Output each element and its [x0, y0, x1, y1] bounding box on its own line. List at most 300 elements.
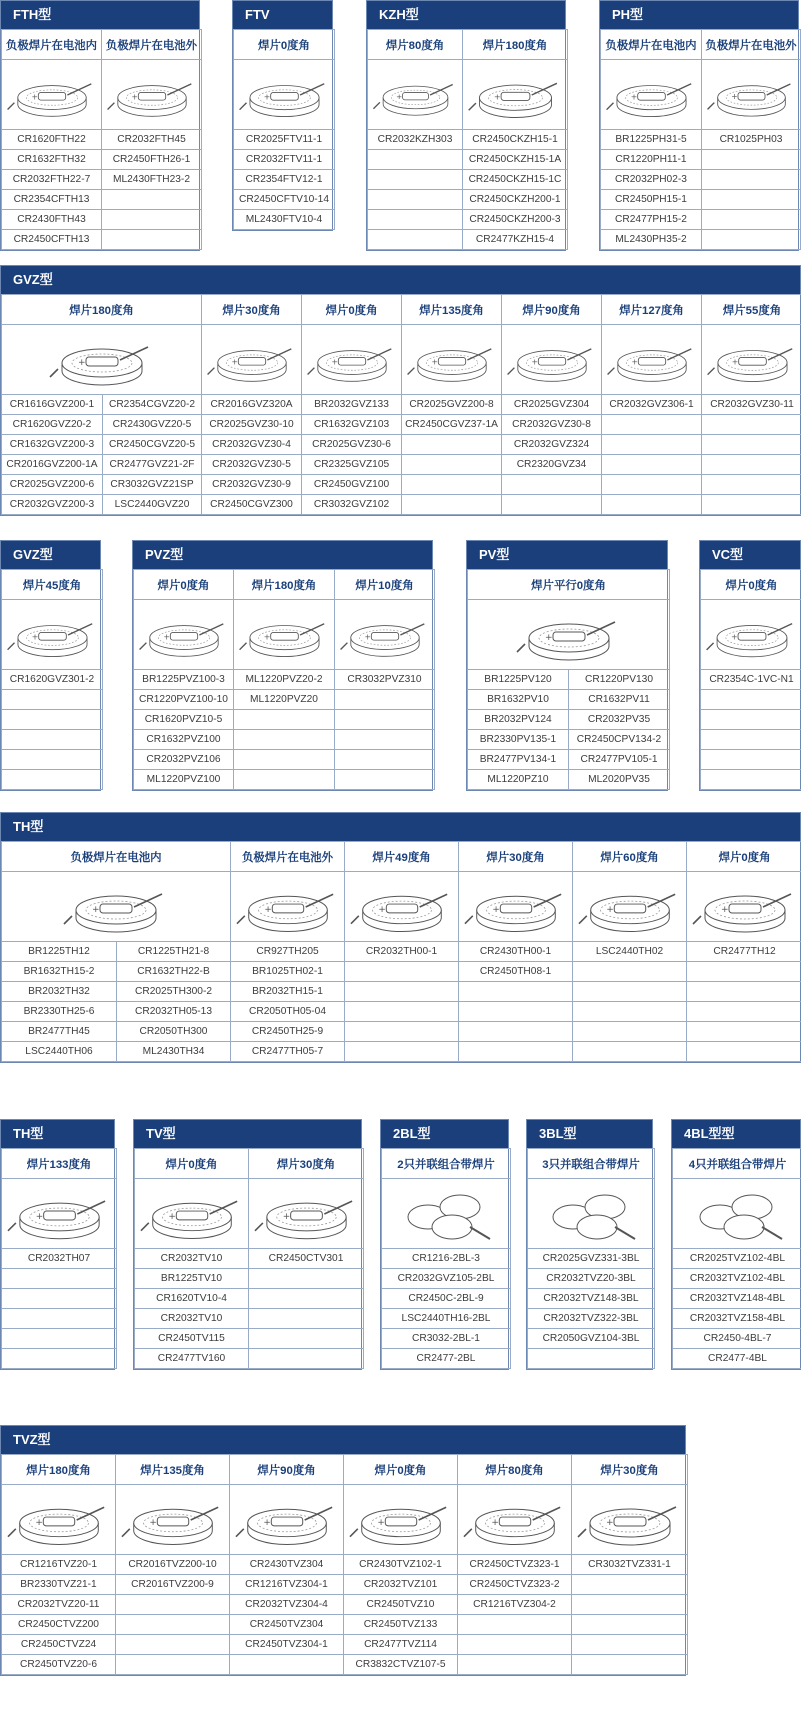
model-cell: LSC2440TH02: [573, 942, 687, 962]
table-row: [601, 170, 801, 190]
model-cell: CR1632TH22-B: [117, 962, 231, 982]
product-image: [231, 872, 345, 942]
model-cell: [2, 1269, 117, 1289]
table-row: [134, 670, 435, 690]
battery-tab-icon: [347, 1489, 455, 1551]
model-cell: [572, 1595, 688, 1615]
product-image: [302, 325, 402, 395]
battery-pack-icon: [536, 1183, 646, 1245]
model-cell: CR2450CGVZ20-5: [103, 435, 202, 455]
model-cell: CR3032PVZ310: [335, 670, 435, 690]
model-cell: ML2430FTV10-4: [234, 210, 335, 230]
model-cell: [701, 750, 801, 770]
model-cell: CR1216TVZ304-2: [458, 1595, 572, 1615]
table-row: [368, 190, 568, 210]
block-title: PV型: [467, 541, 667, 569]
table-row: [382, 1329, 511, 1349]
model-cell: CR2032GVZ30-5: [202, 455, 302, 475]
model-cell: [345, 1022, 459, 1042]
model-cell: CR2032TH07: [2, 1249, 117, 1269]
svg-text:+: +: [605, 904, 614, 915]
table-row: [2, 475, 801, 495]
table-row: [673, 1249, 801, 1269]
model-cell: ML2430TH34: [117, 1042, 231, 1062]
battery-tab-icon: [705, 64, 798, 126]
model-cell: BR2330PV135-1: [468, 730, 569, 750]
model-cell: [402, 475, 502, 495]
battery-tab-icon: [461, 1489, 569, 1551]
sub-header: 负极焊片在电池内: [2, 30, 102, 60]
model-cell: BR1632TH15-2: [2, 962, 117, 982]
block-bl3: [526, 1119, 653, 1370]
product-image: [335, 600, 435, 670]
table-row: [135, 1309, 364, 1329]
product-image: [116, 1485, 230, 1555]
product-image: [2, 60, 102, 130]
model-cell: CR3032-2BL-1: [382, 1329, 511, 1349]
model-cell: CR2450PH15-1: [601, 190, 702, 210]
svg-text:+: +: [30, 91, 38, 101]
model-cell: BR1225TV10: [135, 1269, 249, 1289]
model-cell: [116, 1655, 230, 1675]
model-cell: CR2032TVZ304-4: [230, 1595, 344, 1615]
model-cell: BR1632PV10: [468, 690, 569, 710]
table-row: [701, 690, 801, 710]
model-cell: [234, 710, 335, 730]
model-cell: BR1225TH12: [2, 942, 117, 962]
model-cell: CR2450CTVZ323-1: [458, 1555, 572, 1575]
product-image: [382, 1179, 511, 1249]
model-cell: [368, 190, 463, 210]
model-cell: CR2025TVZ102-4BL: [673, 1249, 801, 1269]
table-row: [468, 670, 670, 690]
model-cell: [459, 982, 573, 1002]
product-image: [135, 1179, 249, 1249]
battery-tab-icon: [233, 1489, 341, 1551]
sub-header: 3只并联组合带焊片: [528, 1149, 655, 1179]
model-cell: CR2032GVZ30-11: [702, 395, 801, 415]
model-cell: CR2354CFTH13: [2, 190, 102, 210]
svg-text:+: +: [493, 91, 501, 101]
table-row: [2, 230, 202, 250]
model-cell: [573, 1022, 687, 1042]
product-image: [701, 600, 801, 670]
model-cell: [345, 962, 459, 982]
svg-text:+: +: [431, 356, 438, 366]
block-kzh: [366, 0, 566, 251]
svg-text:+: +: [263, 631, 270, 641]
battery-tab-icon: [371, 64, 460, 126]
model-cell: [502, 475, 602, 495]
block-th2: [0, 1119, 115, 1370]
model-cell: CR2050TH300: [117, 1022, 231, 1042]
model-cell: CR2450CKZH200-1: [463, 190, 568, 210]
model-cell: [701, 710, 801, 730]
model-cell: [572, 1655, 688, 1675]
model-cell: [335, 730, 435, 750]
battery-tab-icon: [505, 329, 599, 391]
block-vc: [699, 540, 801, 791]
model-cell: LSC2440GVZ20: [103, 495, 202, 515]
model-cell: [702, 475, 801, 495]
sub-header: 焊片平行0度角: [468, 570, 670, 600]
model-cell: [2, 750, 103, 770]
model-cell: BR1225PVZ100-3: [134, 670, 234, 690]
sub-header: 负极焊片在电池内: [2, 842, 231, 872]
model-cell: CR2450TVZ20-6: [2, 1655, 116, 1675]
model-cell: CR1025PH03: [702, 130, 801, 150]
table-row: [134, 730, 435, 750]
block-pv: [466, 540, 668, 791]
model-cell: BR1225PV120: [468, 670, 569, 690]
svg-text:+: +: [77, 357, 86, 368]
block-gvz: [0, 265, 801, 516]
model-cell: CR2450-4BL-7: [673, 1329, 801, 1349]
model-cell: [2, 1329, 117, 1349]
battery-tab-icon: [5, 604, 100, 666]
model-cell: CR2450TVZ133: [344, 1615, 458, 1635]
table-row: [2, 1002, 801, 1022]
model-cell: [2, 1309, 117, 1329]
model-cell: CR2032TV10: [135, 1249, 249, 1269]
model-cell: CR927TH205: [231, 942, 345, 962]
model-cell: [249, 1349, 364, 1369]
sub-header: 焊片90度角: [230, 1455, 344, 1485]
svg-text:+: +: [376, 1517, 385, 1528]
model-cell: [335, 750, 435, 770]
model-cell: CR2450FTH26-1: [102, 150, 202, 170]
battery-tab-icon: [5, 64, 99, 126]
table-row: [468, 690, 670, 710]
sub-header: 焊片55度角: [702, 295, 801, 325]
model-cell: CR2430FTH43: [2, 210, 102, 230]
model-cell: BR1025TH02-1: [231, 962, 345, 982]
table-row: [2, 670, 103, 690]
table-row: [601, 230, 801, 250]
model-cell: [335, 710, 435, 730]
block-tv: [133, 1119, 362, 1370]
model-cell: CR2450CPV134-2: [569, 730, 670, 750]
model-cell: BR2477TH45: [2, 1022, 117, 1042]
table-row: [135, 1329, 364, 1349]
table-row: [2, 1042, 801, 1062]
sub-header: 焊片0度角: [234, 30, 335, 60]
sub-header: 4只并联组合带焊片: [673, 1149, 801, 1179]
model-cell: CR2025GVZ331-3BL: [528, 1249, 655, 1269]
model-cell: [368, 210, 463, 230]
model-cell: CR2450GVZ100: [302, 475, 402, 495]
model-cell: CR2450TVZ304-1: [230, 1635, 344, 1655]
battery-tab-icon: [575, 1489, 685, 1551]
model-cell: [234, 770, 335, 790]
model-cell: CR1620GVZ20-2: [2, 415, 103, 435]
table-row: [2, 150, 202, 170]
battery-pack-icon: [391, 1183, 501, 1245]
model-cell: CR3032GVZ21SP: [103, 475, 202, 495]
sub-header: 焊片180度角: [2, 295, 202, 325]
model-cell: [602, 435, 702, 455]
model-cell: CR1632GVZ200-3: [2, 435, 103, 455]
model-cell: [345, 982, 459, 1002]
table-row: [2, 1615, 688, 1635]
model-cell: LSC2440TH16-2BL: [382, 1309, 511, 1329]
svg-text:+: +: [162, 631, 170, 641]
model-cell: [602, 475, 702, 495]
block-title: TVZ型: [1, 1426, 685, 1454]
svg-text:+: +: [262, 1517, 271, 1528]
model-cell: CR2025GVZ30-6: [302, 435, 402, 455]
model-cell: CR2032PVZ106: [134, 750, 234, 770]
model-cell: CR2025FTV11-1: [234, 130, 335, 150]
model-cell: CR2450CTVZ323-2: [458, 1575, 572, 1595]
model-cell: CR2450CKZH15-1C: [463, 170, 568, 190]
block-title: TV型: [134, 1120, 361, 1148]
model-cell: [687, 982, 801, 1002]
table-row: [2, 395, 801, 415]
sub-header: 焊片80度角: [368, 30, 463, 60]
table-row: [135, 1269, 364, 1289]
model-cell: CR2450CKZH200-3: [463, 210, 568, 230]
sub-header: 焊片30度角: [249, 1149, 364, 1179]
model-cell: [249, 1309, 364, 1329]
model-cell: [402, 455, 502, 475]
model-cell: CR2477TH12: [687, 942, 801, 962]
model-cell: CR2450TH08-1: [459, 962, 573, 982]
model-cell: [572, 1575, 688, 1595]
battery-tab-icon: [604, 64, 699, 126]
table-row: [368, 130, 568, 150]
model-cell: [2, 710, 103, 730]
svg-text:+: +: [544, 632, 553, 643]
block-ph: [599, 0, 799, 251]
model-cell: BR2032PV124: [468, 710, 569, 730]
svg-text:+: +: [395, 91, 402, 101]
sub-header: 焊片127度角: [602, 295, 702, 325]
battery-tab-icon: [690, 876, 800, 938]
sub-header: 焊片180度角: [2, 1455, 116, 1485]
model-cell: CR2032GVZ200-3: [2, 495, 103, 515]
svg-text:+: +: [377, 904, 386, 915]
svg-text:+: +: [531, 356, 538, 366]
model-cell: CR1220PVZ100-10: [134, 690, 234, 710]
model-cell: CR2032PH02-3: [601, 170, 702, 190]
model-cell: CR1620TV10-4: [135, 1289, 249, 1309]
block-bl2: [380, 1119, 509, 1370]
product-image: [502, 325, 602, 395]
model-cell: CR1216TVZ304-1: [230, 1575, 344, 1595]
block-title: GVZ型: [1, 266, 800, 294]
svg-text:+: +: [35, 1211, 43, 1222]
model-cell: [102, 190, 202, 210]
model-cell: BR2477PV134-1: [468, 750, 569, 770]
svg-text:+: +: [730, 91, 738, 101]
product-image: [673, 1179, 801, 1249]
battery-pack-icon: [683, 1183, 793, 1245]
model-cell: CR2450CFTH13: [2, 230, 102, 250]
model-cell: [116, 1615, 230, 1635]
sub-header: 焊片30度角: [572, 1455, 688, 1485]
sub-header: 焊片45度角: [2, 570, 103, 600]
table-row: [382, 1269, 511, 1289]
model-cell: [368, 150, 463, 170]
model-cell: LSC2440TH06: [2, 1042, 117, 1062]
model-cell: CR2354CGVZ20-2: [103, 395, 202, 415]
model-cell: [701, 730, 801, 750]
svg-text:+: +: [731, 356, 738, 366]
model-cell: CR2050TH05-04: [231, 1002, 345, 1022]
svg-text:+: +: [148, 1517, 157, 1528]
model-cell: CR1620FTH22: [2, 130, 102, 150]
sub-header: 负极焊片在电池外: [231, 842, 345, 872]
model-cell: CR2032GVZ306-1: [602, 395, 702, 415]
model-cell: [102, 210, 202, 230]
battery-tab-icon: [47, 329, 157, 391]
model-cell: BR2032TH15-1: [231, 982, 345, 1002]
model-cell: CR2032KZH303: [368, 130, 463, 150]
table-row: [2, 1022, 801, 1042]
block-title: FTV: [233, 1, 332, 29]
model-cell: [702, 170, 801, 190]
model-cell: ML1220PZ10: [468, 770, 569, 790]
product-image: [2, 325, 202, 395]
model-cell: CR2032TVZ148-3BL: [528, 1289, 655, 1309]
block-ftv: [232, 0, 333, 231]
product-image: [2, 1179, 117, 1249]
model-cell: CR2025GVZ304: [502, 395, 602, 415]
sub-header: 焊片0度角: [687, 842, 801, 872]
table-row: [134, 690, 435, 710]
model-cell: CR1620PVZ10-5: [134, 710, 234, 730]
battery-tab-icon: [137, 604, 231, 666]
model-cell: CR1616GVZ200-1: [2, 395, 103, 415]
sub-header: 焊片135度角: [116, 1455, 230, 1485]
table-row: [2, 750, 103, 770]
sub-header: 焊片49度角: [345, 842, 459, 872]
model-cell: [458, 1615, 572, 1635]
table-row: [2, 1309, 117, 1329]
table-row: [368, 230, 568, 250]
svg-text:+: +: [490, 1517, 499, 1528]
model-cell: CR2032FTV11-1: [234, 150, 335, 170]
table-row: [468, 750, 670, 770]
product-image: [528, 1179, 655, 1249]
model-cell: CR2032GVZ324: [502, 435, 602, 455]
model-cell: [572, 1635, 688, 1655]
svg-text:+: +: [363, 631, 371, 641]
table-row: [2, 495, 801, 515]
model-cell: ML2430FTH23-2: [102, 170, 202, 190]
sub-header: 焊片0度角: [701, 570, 801, 600]
product-image: [463, 60, 568, 130]
model-cell: CR2354C-1VC-N1: [701, 670, 801, 690]
svg-text:+: +: [605, 1517, 614, 1528]
battery-tab-icon: [338, 604, 432, 666]
table-row: [528, 1289, 655, 1309]
model-cell: CR2450CGVZ300: [202, 495, 302, 515]
model-cell: BR2330TVZ21-1: [2, 1575, 116, 1595]
table-row: [234, 210, 335, 230]
model-cell: BR2032GVZ133: [302, 395, 402, 415]
model-cell: [335, 770, 435, 790]
model-cell: CR1225TH21-8: [117, 942, 231, 962]
block-gvz2: [0, 540, 101, 791]
model-cell: CR3032TVZ331-1: [572, 1555, 688, 1575]
model-cell: [2, 730, 103, 750]
model-cell: [345, 1042, 459, 1062]
product-image: [368, 60, 463, 130]
model-cell: [602, 415, 702, 435]
model-cell: CR2032GVZ30-9: [202, 475, 302, 495]
model-cell: [230, 1655, 344, 1675]
battery-tab-icon: [252, 1183, 361, 1245]
model-cell: [572, 1615, 688, 1635]
table-row: [528, 1249, 655, 1269]
model-cell: [687, 1002, 801, 1022]
model-cell: [368, 170, 463, 190]
svg-text:+: +: [630, 91, 637, 101]
model-cell: [234, 750, 335, 770]
model-cell: ML1220PVZ20-2: [234, 670, 335, 690]
sub-header: 焊片90度角: [502, 295, 602, 325]
product-image: [2, 1485, 116, 1555]
model-cell: CR1216-2BL-3: [382, 1249, 511, 1269]
battery-tab-icon: [348, 876, 456, 938]
table-row: [134, 770, 435, 790]
sub-header: 焊片60度角: [573, 842, 687, 872]
table-row: [528, 1349, 655, 1369]
svg-text:+: +: [631, 356, 638, 366]
model-cell: CR2320GVZ34: [502, 455, 602, 475]
table-row: [2, 982, 801, 1002]
model-cell: CR2477PH15-2: [601, 210, 702, 230]
block-th: [0, 812, 801, 1063]
battery-tab-icon: [105, 64, 199, 126]
table-row: [2, 210, 202, 230]
model-cell: CR2032GVZ30-8: [502, 415, 602, 435]
table-row: [673, 1269, 801, 1289]
svg-text:+: +: [92, 904, 100, 915]
model-cell: ML1220PVZ20: [234, 690, 335, 710]
model-cell: [602, 455, 702, 475]
table-row: [134, 710, 435, 730]
table-row: [701, 750, 801, 770]
battery-tab-icon: [405, 329, 499, 391]
model-cell: [702, 190, 801, 210]
table-row: [701, 770, 801, 790]
model-cell: CR1620GVZ301-2: [2, 670, 103, 690]
sub-header: 2只并联组合带焊片: [382, 1149, 511, 1179]
model-cell: CR2450CTVZ200: [2, 1615, 116, 1635]
model-cell: CR1632GVZ103: [302, 415, 402, 435]
table-row: [601, 130, 801, 150]
sub-header: 焊片30度角: [459, 842, 573, 872]
product-image: [344, 1485, 458, 1555]
model-cell: CR2032TVZ322-3BL: [528, 1309, 655, 1329]
block-title: PVZ型: [133, 541, 432, 569]
product-image: [202, 325, 302, 395]
battery-tab-icon: [514, 604, 624, 666]
model-cell: BR1225PH31-5: [601, 130, 702, 150]
sub-header: 焊片0度角: [344, 1455, 458, 1485]
battery-tab-icon: [462, 876, 570, 938]
table-row: [134, 750, 435, 770]
model-cell: [702, 435, 801, 455]
model-cell: CR2450TVZ10: [344, 1595, 458, 1615]
model-cell: CR2032FTH45: [102, 130, 202, 150]
table-row: [2, 190, 202, 210]
model-cell: CR2450CTVZ24: [2, 1635, 116, 1655]
battery-tab-icon: [576, 876, 684, 938]
